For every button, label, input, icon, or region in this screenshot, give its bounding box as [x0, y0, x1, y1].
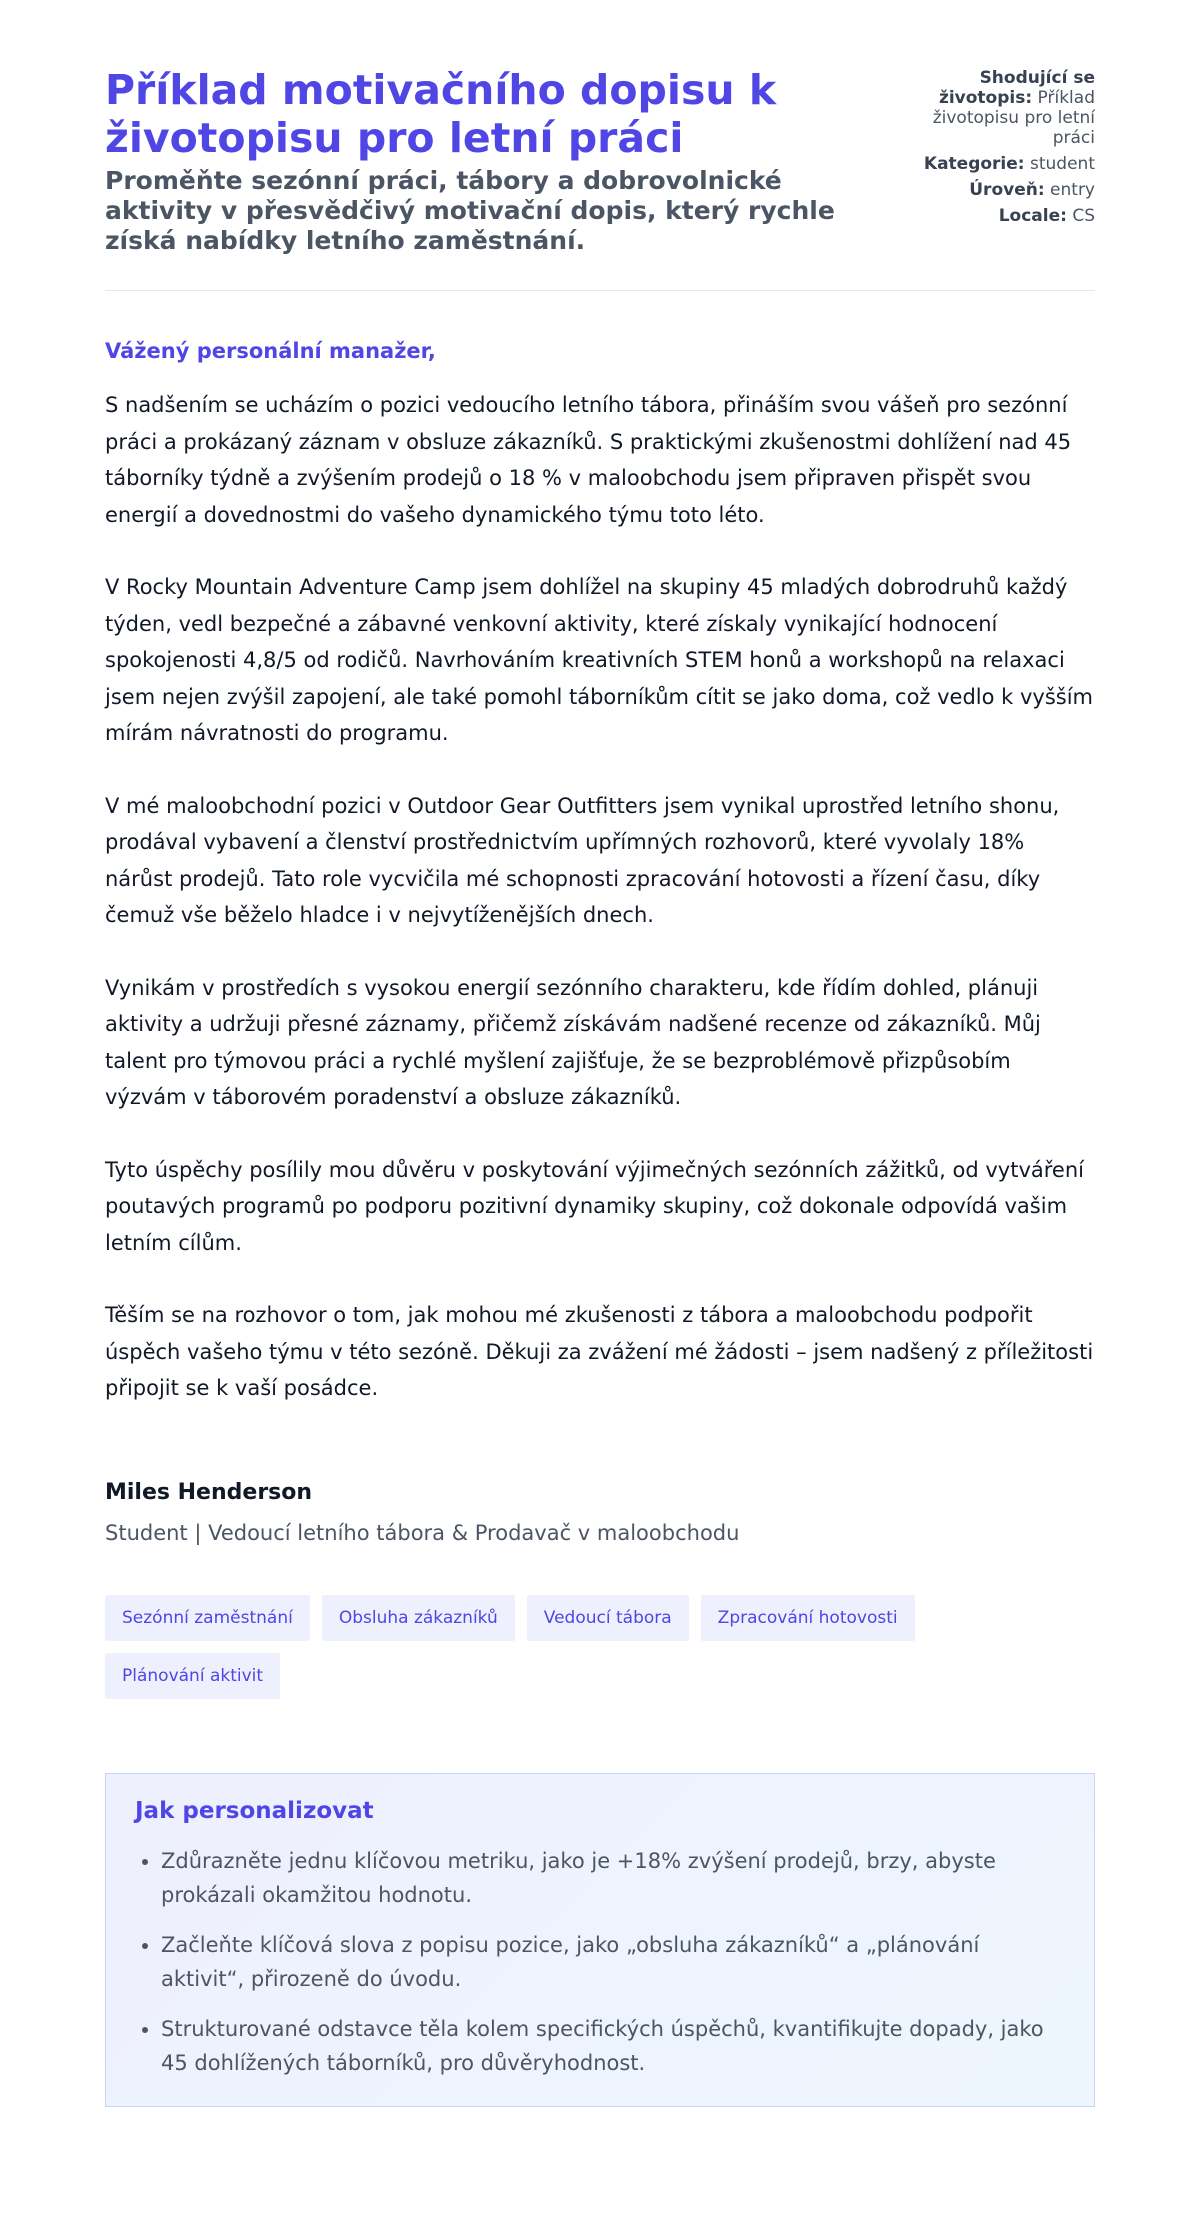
meta-level-value: entry: [1050, 180, 1095, 200]
meta-category-value: student: [1030, 154, 1095, 174]
meta-level: [905, 180, 1095, 200]
cover-letter-page: [105, 0, 1095, 2107]
meta-level-label: Úroveň:: [969, 180, 1045, 200]
signature-title: Student | Vedoucí letního tábora & Prodavač v maloobchodu: [105, 1520, 740, 1545]
skill-tag[interactable]: Zpracování hotovosti: [701, 1595, 915, 1641]
letter-paragraph: V mé maloobchodní pozici v Outdoor Gear Outfitters jsem vynikal uprostřed letního shonu, prodával vybavení a členství prostřednictvím upřímných rozhovorů, které vyvolaly 18% nárůst prodejů. Tato role vycvičila mé schopnosti zpracování hotovosti a řízení času, díky čemuž vše běželo hladce i v nejvytíženějších dnech.: [105, 793, 1060, 927]
tip-item: • Začleňte klíčová slova z popisu pozice, jako „obsluha zákazníků“ a „plánování aktivit“, přirozeně do úvodu.: [161, 1928, 1054, 1996]
letter-body: [105, 291, 1095, 1545]
skill-tag[interactable]: Plánování aktivit: [105, 1653, 280, 1699]
page-subtitle: Proměňte sezónní práci, tábory a dobrovolnické aktivity v přesvědčivý motivační dopis, který rychle získá nabídky letního zaměstnání.: [105, 166, 835, 255]
skill-tag[interactable]: Sezónní zaměstnání: [105, 1595, 310, 1641]
letter-paragraph: Vynikám v prostředích s vysokou energií sezónního charakteru, kde řídím dohled, plánuji aktivity a udržuji přesné záznamy, přičemž získávám nadšené recenze od zákazníků. Můj talent pro týmovou práci a rychlé myšlení zajišťuje, že se bezproblémově přizpůsobím výzvám v táborovém poradenství a obsluze zákazníků.: [105, 975, 1041, 1109]
meta-locale-label: Locale:: [998, 206, 1067, 226]
header-text: [105, 66, 865, 256]
meta-resume-label: Shodující se životopis:: [938, 68, 1095, 108]
personalization-tips: [105, 1773, 1095, 2107]
meta-panel: [905, 66, 1095, 232]
tip-item: • Zdůrazněte jednu klíčovou metriku, jako je +18% zvýšení prodejů, brzy, abyste prokázali okamžitou hodnotu.: [161, 1844, 1054, 1912]
skill-tag[interactable]: Vedoucí tábora: [527, 1595, 689, 1641]
tips-title: Jak personalizovat: [135, 1797, 374, 1824]
letter-paragraph: V Rocky Mountain Adventure Camp jsem dohlížel na skupiny 45 mladých dobrodruhů každý týden, vedl bezpečné a zábavné venkovní aktivity, které získaly vynikající hodnocení spokojenosti 4,8/5 od rodičů. Navrhováním kreativních STEM honů a workshopů na relaxaci jsem nejen zvýšil zapojení, ale také pomohl táborníkům cítit se jako doma, což vedlo k vyšším mírám návratnosti do programu.: [105, 575, 1094, 745]
meta-resume-link[interactable]: Příklad životopisu pro letní práci: [932, 88, 1095, 148]
page-header: [105, 66, 1095, 291]
page-title: Příklad motivačního dopisu k životopisu pro letní práci: [105, 66, 777, 162]
meta-category-label: Kategorie:: [923, 154, 1025, 174]
meta-matching-resume: [905, 68, 1095, 148]
letter-paragraph: Tyto úspěchy posílily mou důvěru v poskytování výjimečných sezónních zážitků, od vytváření poutavých programů po podporu pozitivní dynamiky skupiny, což dokonale odpovídá vašim letním cílům.: [105, 1157, 1084, 1255]
tip-item: • Strukturované odstavce těla kolem specifických úspěchů, kvantifikujte dopady, jako 45 dohlížených táborníků, pro důvěryhodnost.: [161, 2012, 1054, 2080]
letter-paragraph: Těším se na rozhovor o tom, jak mohou mé zkušenosti z tábora a maloobchodu podpořit úspěch vašeho týmu v této sezóně. Děkuji za zvážení mé žádosti – jsem nadšený z příležitosti připojit se k vaší posádce.: [105, 1303, 1094, 1400]
skill-tag[interactable]: Obsluha zákazníků: [322, 1595, 515, 1641]
tips-list: [135, 1844, 1054, 2080]
salutation: Vážený personální manažer,: [105, 339, 436, 363]
skill-tags: [105, 1595, 965, 1699]
meta-locale: [905, 206, 1095, 226]
meta-locale-value: CS: [1072, 206, 1095, 226]
meta-category: [905, 154, 1095, 174]
signature-name: Miles Henderson: [105, 1479, 313, 1505]
letter-paragraph: S nadšením se ucházím o pozici vedoucího letního tábora, přináším svou vášeň pro sezónní práci a prokázaný záznam v obsluze zákazníků. S praktickými zkušenostmi dohlížení nad 45 táborníky týdně a zvýšením prodejů o 18 % v maloobchodu jsem připraven přispět svou energií a dovednostmi do vašeho dynamického týmu toto léto.: [105, 393, 1072, 527]
